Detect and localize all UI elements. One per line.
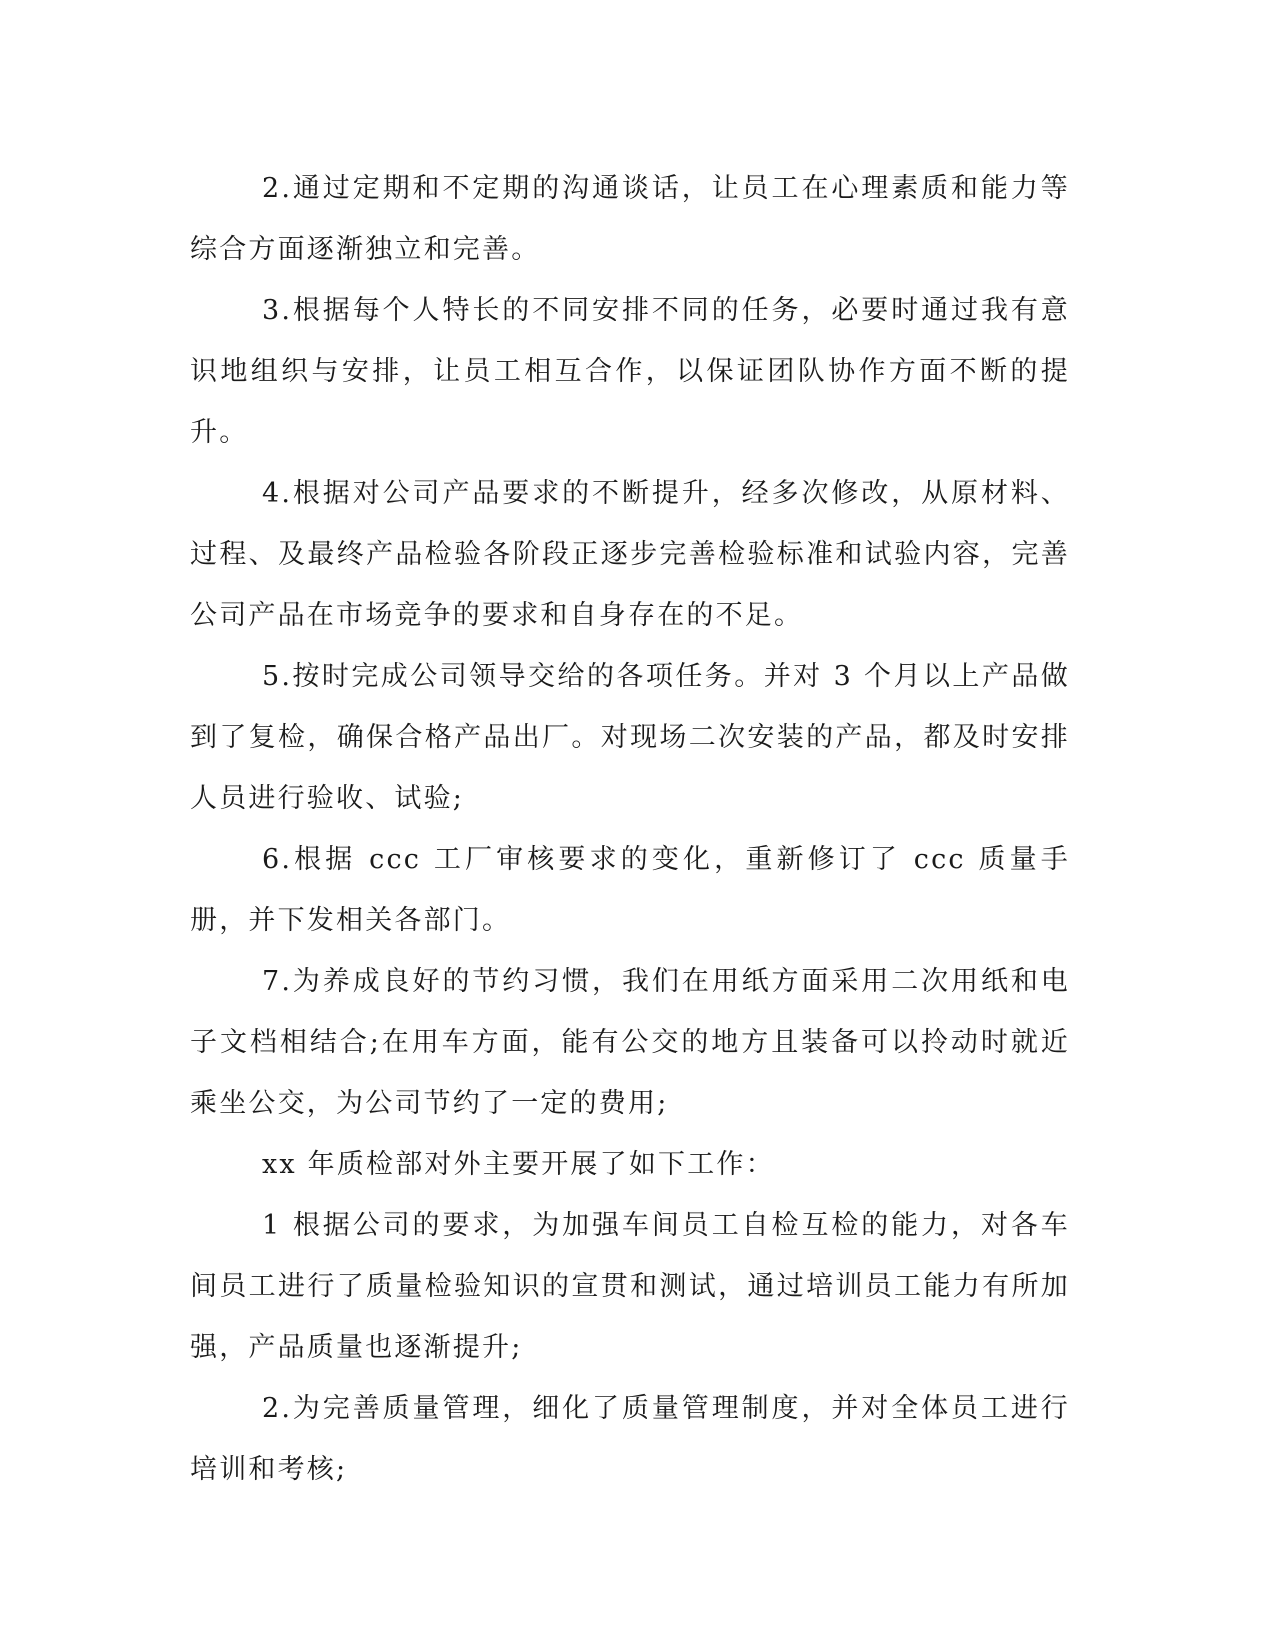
- paragraph-item-6: 6.根据 ccc 工厂审核要求的变化，重新修订了 ccc 质量手册，并下发相关各部门。: [190, 844, 1070, 936]
- paragraph-item-2: 2.通过定期和不定期的沟通谈话，让员工在心理素质和能力等综合方面逐渐独立和完善。: [190, 173, 1070, 265]
- document-body: [190, 158, 1070, 1500]
- paragraph-item-3: 3.根据每个人特长的不同安排不同的任务，必要时通过我有意识地组织与安排，让员工相互合作，以保证团队协作方面不断的提升。: [190, 295, 1070, 448]
- paragraph-item-4: 4.根据对公司产品要求的不断提升，经多次修改，从原材料、过程、及最终产品检验各阶段正逐步完善检验标准和试验内容，完善公司产品在市场竞争的要求和自身存在的不足。: [190, 478, 1070, 631]
- external-work-item-1: 1 根据公司的要求，为加强车间员工自检互检的能力，对各车间员工进行了质量检验知识的宣贯和测试，通过培训员工能力有所加强，产品质量也逐渐提升;: [190, 1210, 1070, 1363]
- paragraph-item-7: 7.为养成良好的节约习惯，我们在用纸方面采用二次用纸和电子文档相结合;在用车方面，能有公交的地方且装备可以拎动时就近乘坐公交，为公司节约了一定的费用;: [190, 966, 1070, 1119]
- paragraph-item-5: 5.按时完成公司领导交给的各项任务。并对 3 个月以上产品做到了复检，确保合格产品出厂。对现场二次安装的产品，都及时安排人员进行验收、试验;: [190, 661, 1070, 814]
- section-heading: xx 年质检部对外主要开展了如下工作：: [262, 1149, 775, 1180]
- external-work-item-2: 2.为完善质量管理，细化了质量管理制度，并对全体员工进行培训和考核;: [190, 1393, 1070, 1485]
